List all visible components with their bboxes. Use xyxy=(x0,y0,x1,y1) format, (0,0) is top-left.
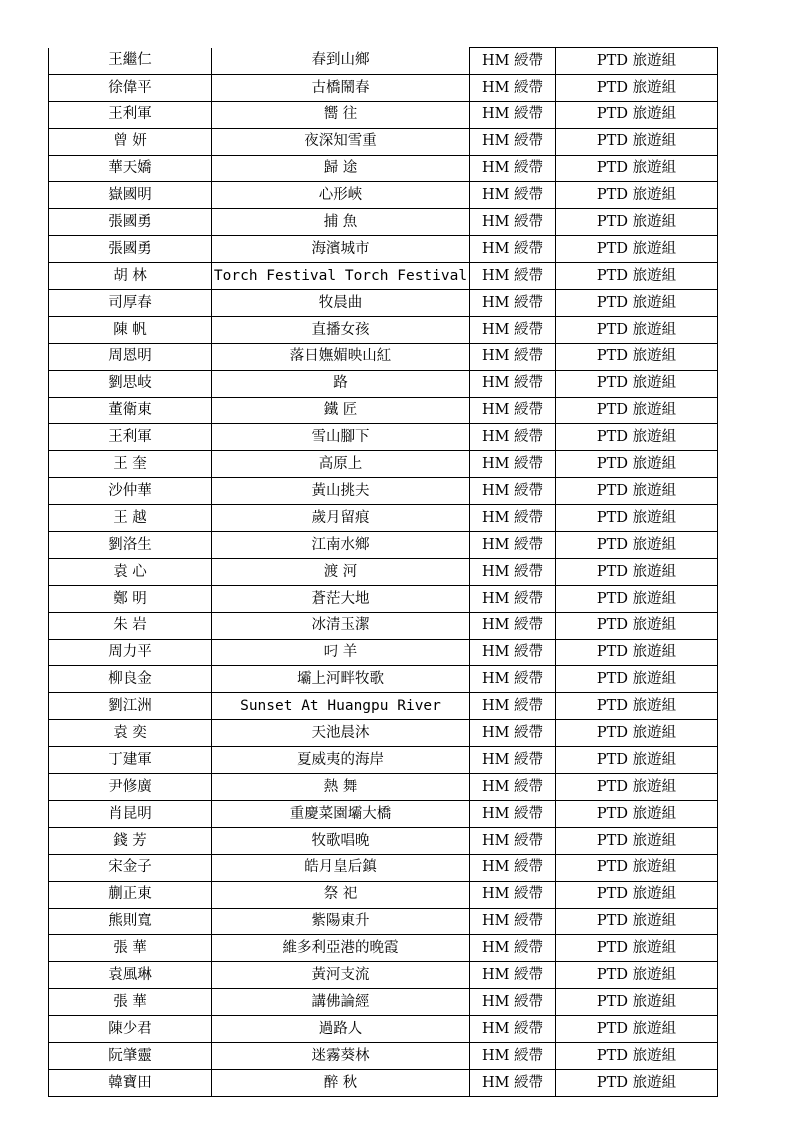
group-cell: PTD 旅遊組 xyxy=(556,827,718,854)
title-cell: 嚮 往 xyxy=(212,101,470,128)
table-row xyxy=(49,424,718,451)
author-cell: 陳少君 xyxy=(49,1016,212,1043)
table-row xyxy=(49,478,718,505)
table-row xyxy=(49,290,718,317)
award-cell: HM 綬帶 xyxy=(470,155,556,182)
table-row xyxy=(49,182,718,209)
award-cell: HM 綬帶 xyxy=(470,585,556,612)
table-row xyxy=(49,558,718,585)
award-cell: HM 綬帶 xyxy=(470,343,556,370)
award-cell: HM 綬帶 xyxy=(470,236,556,263)
award-cell: HM 綬帶 xyxy=(470,908,556,935)
table-row xyxy=(49,236,718,263)
group-cell: PTD 旅遊組 xyxy=(556,881,718,908)
group-cell: PTD 旅遊組 xyxy=(556,505,718,532)
title-cell: 夜深知雪重 xyxy=(212,128,470,155)
table-row xyxy=(49,532,718,559)
award-cell: HM 綬帶 xyxy=(470,532,556,559)
group-cell: PTD 旅遊組 xyxy=(556,774,718,801)
title-cell: 醉 秋 xyxy=(212,1069,470,1096)
table-row xyxy=(49,1069,718,1096)
award-cell: HM 綬帶 xyxy=(470,935,556,962)
table-row xyxy=(49,101,718,128)
group-cell: PTD 旅遊組 xyxy=(556,639,718,666)
group-cell: PTD 旅遊組 xyxy=(556,74,718,101)
award-cell: HM 綬帶 xyxy=(470,101,556,128)
award-cell: HM 綬帶 xyxy=(470,1042,556,1069)
title-cell: 皓月皇后鎮 xyxy=(212,854,470,881)
award-cell: HM 綬帶 xyxy=(470,720,556,747)
author-cell: 王 越 xyxy=(49,505,212,532)
title-cell: 路 xyxy=(212,370,470,397)
table-row xyxy=(49,316,718,343)
author-cell: 劉江洲 xyxy=(49,693,212,720)
author-cell: 鄭 明 xyxy=(49,585,212,612)
table-row xyxy=(49,74,718,101)
group-cell: PTD 旅遊組 xyxy=(556,585,718,612)
table-row xyxy=(49,209,718,236)
table-row xyxy=(49,370,718,397)
author-cell: 胡 林 xyxy=(49,263,212,290)
author-cell: 張國勇 xyxy=(49,209,212,236)
award-cell: HM 綬帶 xyxy=(470,370,556,397)
table-row xyxy=(49,962,718,989)
award-cell: HM 綬帶 xyxy=(470,612,556,639)
title-cell: 重慶菜園壩大橋 xyxy=(212,800,470,827)
award-cell: HM 綬帶 xyxy=(470,290,556,317)
award-cell: HM 綬帶 xyxy=(470,962,556,989)
author-cell: 王利軍 xyxy=(49,101,212,128)
title-cell: 過路人 xyxy=(212,1016,470,1043)
group-cell: PTD 旅遊組 xyxy=(556,854,718,881)
table-row xyxy=(49,155,718,182)
author-cell: 熊則寬 xyxy=(49,908,212,935)
author-cell: 華天嬌 xyxy=(49,155,212,182)
group-cell: PTD 旅遊組 xyxy=(556,720,718,747)
table-row xyxy=(49,612,718,639)
author-cell: 王 奎 xyxy=(49,451,212,478)
table-row xyxy=(49,935,718,962)
group-cell: PTD 旅遊組 xyxy=(556,128,718,155)
group-cell: PTD 旅遊組 xyxy=(556,532,718,559)
title-cell: 維多利亞港的晚霞 xyxy=(212,935,470,962)
table-row xyxy=(49,881,718,908)
table-row xyxy=(49,666,718,693)
group-cell: PTD 旅遊組 xyxy=(556,989,718,1016)
title-cell: 夏威夷的海岸 xyxy=(212,747,470,774)
group-cell: PTD 旅遊組 xyxy=(556,478,718,505)
author-cell: 袁 奕 xyxy=(49,720,212,747)
title-cell: 祭 祀 xyxy=(212,881,470,908)
author-cell: 劉思岐 xyxy=(49,370,212,397)
title-cell: 牧歌唱晚 xyxy=(212,827,470,854)
group-cell: PTD 旅遊組 xyxy=(556,747,718,774)
group-cell: PTD 旅遊組 xyxy=(556,209,718,236)
author-cell: 王利軍 xyxy=(49,424,212,451)
table-row xyxy=(49,720,718,747)
group-cell: PTD 旅遊組 xyxy=(556,908,718,935)
award-cell: HM 綬帶 xyxy=(470,397,556,424)
group-cell: PTD 旅遊組 xyxy=(556,370,718,397)
title-cell: 迷霧葵林 xyxy=(212,1042,470,1069)
title-cell: 黃山挑夫 xyxy=(212,478,470,505)
award-cell: HM 綬帶 xyxy=(470,316,556,343)
table-row xyxy=(49,854,718,881)
title-cell: 直播女孩 xyxy=(212,316,470,343)
table-row xyxy=(49,989,718,1016)
author-cell: 肖昆明 xyxy=(49,800,212,827)
table-row xyxy=(49,128,718,155)
title-cell: 海濱城市 xyxy=(212,236,470,263)
award-cell: HM 綬帶 xyxy=(470,747,556,774)
author-cell: 周力平 xyxy=(49,639,212,666)
award-cell: HM 綬帶 xyxy=(470,209,556,236)
group-cell: PTD 旅遊組 xyxy=(556,343,718,370)
group-cell: PTD 旅遊組 xyxy=(556,316,718,343)
group-cell: PTD 旅遊組 xyxy=(556,48,718,75)
award-cell: HM 綬帶 xyxy=(470,881,556,908)
award-cell: HM 綬帶 xyxy=(470,800,556,827)
table-row xyxy=(49,48,718,75)
title-cell: 江南水鄉 xyxy=(212,532,470,559)
author-cell: 張 華 xyxy=(49,989,212,1016)
group-cell: PTD 旅遊組 xyxy=(556,800,718,827)
author-cell: 袁風琳 xyxy=(49,962,212,989)
group-cell: PTD 旅遊組 xyxy=(556,666,718,693)
awards-table xyxy=(48,47,718,1097)
awards-table-body xyxy=(49,48,718,1097)
author-cell: 司厚春 xyxy=(49,290,212,317)
award-cell: HM 綬帶 xyxy=(470,854,556,881)
table-row xyxy=(49,1016,718,1043)
title-cell: 雪山腳下 xyxy=(212,424,470,451)
author-cell: 錢 芳 xyxy=(49,827,212,854)
title-cell: 高原上 xyxy=(212,451,470,478)
group-cell: PTD 旅遊組 xyxy=(556,451,718,478)
table-row xyxy=(49,908,718,935)
award-cell: HM 綬帶 xyxy=(470,558,556,585)
group-cell: PTD 旅遊組 xyxy=(556,236,718,263)
title-cell: 壩上河畔牧歌 xyxy=(212,666,470,693)
author-cell: 周恩明 xyxy=(49,343,212,370)
award-cell: HM 綬帶 xyxy=(470,774,556,801)
group-cell: PTD 旅遊組 xyxy=(556,397,718,424)
title-cell: 歲月留痕 xyxy=(212,505,470,532)
group-cell: PTD 旅遊組 xyxy=(556,290,718,317)
group-cell: PTD 旅遊組 xyxy=(556,1042,718,1069)
award-cell: HM 綬帶 xyxy=(470,48,556,75)
award-cell: HM 綬帶 xyxy=(470,666,556,693)
award-cell: HM 綬帶 xyxy=(470,1069,556,1096)
title-cell: 春到山鄉 xyxy=(212,48,470,75)
award-cell: HM 綬帶 xyxy=(470,478,556,505)
table-row xyxy=(49,1042,718,1069)
award-cell: HM 綬帶 xyxy=(470,505,556,532)
title-cell: 天池晨沐 xyxy=(212,720,470,747)
author-cell: 朱 岩 xyxy=(49,612,212,639)
group-cell: PTD 旅遊組 xyxy=(556,962,718,989)
author-cell: 曾 妍 xyxy=(49,128,212,155)
author-cell: 韓寶田 xyxy=(49,1069,212,1096)
title-cell: 鐵 匠 xyxy=(212,397,470,424)
author-cell: 董衛東 xyxy=(49,397,212,424)
group-cell: PTD 旅遊組 xyxy=(556,101,718,128)
group-cell: PTD 旅遊組 xyxy=(556,693,718,720)
award-cell: HM 綬帶 xyxy=(470,693,556,720)
group-cell: PTD 旅遊組 xyxy=(556,424,718,451)
group-cell: PTD 旅遊組 xyxy=(556,935,718,962)
title-cell: 牧晨曲 xyxy=(212,290,470,317)
title-cell: 渡 河 xyxy=(212,558,470,585)
title-cell: 紫陽東升 xyxy=(212,908,470,935)
title-cell: 講佛論經 xyxy=(212,989,470,1016)
title-cell: 落日嫵媚映山紅 xyxy=(212,343,470,370)
award-cell: HM 綬帶 xyxy=(470,182,556,209)
author-cell: 袁 心 xyxy=(49,558,212,585)
author-cell: 阮肇靈 xyxy=(49,1042,212,1069)
author-cell: 陳 帆 xyxy=(49,316,212,343)
group-cell: PTD 旅遊組 xyxy=(556,1069,718,1096)
author-cell: 尹修廣 xyxy=(49,774,212,801)
award-cell: HM 綬帶 xyxy=(470,989,556,1016)
table-row xyxy=(49,774,718,801)
title-cell: 捕 魚 xyxy=(212,209,470,236)
title-cell: Sunset At Huangpu River xyxy=(212,693,470,720)
award-cell: HM 綬帶 xyxy=(470,451,556,478)
title-cell: 心形峽 xyxy=(212,182,470,209)
table-row xyxy=(49,827,718,854)
author-cell: 沙仲華 xyxy=(49,478,212,505)
author-cell: 劉洛生 xyxy=(49,532,212,559)
title-cell: 熱 舞 xyxy=(212,774,470,801)
author-cell: 丁建軍 xyxy=(49,747,212,774)
table-row xyxy=(49,747,718,774)
author-cell: 宋金子 xyxy=(49,854,212,881)
award-cell: HM 綬帶 xyxy=(470,263,556,290)
title-cell: 蒼茫大地 xyxy=(212,585,470,612)
author-cell: 嶽國明 xyxy=(49,182,212,209)
title-cell: 冰清玉潔 xyxy=(212,612,470,639)
author-cell: 張國勇 xyxy=(49,236,212,263)
award-cell: HM 綬帶 xyxy=(470,1016,556,1043)
title-cell: 歸 途 xyxy=(212,155,470,182)
title-cell: 黃河支流 xyxy=(212,962,470,989)
author-cell: 蒯正東 xyxy=(49,881,212,908)
award-cell: HM 綬帶 xyxy=(470,128,556,155)
author-cell: 柳良金 xyxy=(49,666,212,693)
group-cell: PTD 旅遊組 xyxy=(556,1016,718,1043)
table-row xyxy=(49,505,718,532)
award-cell: HM 綬帶 xyxy=(470,827,556,854)
group-cell: PTD 旅遊組 xyxy=(556,558,718,585)
author-cell: 王繼仁 xyxy=(49,48,212,75)
group-cell: PTD 旅遊組 xyxy=(556,263,718,290)
author-cell: 張 華 xyxy=(49,935,212,962)
award-cell: HM 綬帶 xyxy=(470,74,556,101)
title-cell: 古橋鬧春 xyxy=(212,74,470,101)
group-cell: PTD 旅遊組 xyxy=(556,182,718,209)
table-row xyxy=(49,397,718,424)
table-row xyxy=(49,639,718,666)
title-cell: 叼 羊 xyxy=(212,639,470,666)
award-cell: HM 綬帶 xyxy=(470,639,556,666)
group-cell: PTD 旅遊組 xyxy=(556,155,718,182)
table-row xyxy=(49,343,718,370)
table-row xyxy=(49,693,718,720)
table-row xyxy=(49,263,718,290)
award-cell: HM 綬帶 xyxy=(470,424,556,451)
table-row xyxy=(49,800,718,827)
title-cell: Torch Festival Torch Festival xyxy=(212,263,470,290)
group-cell: PTD 旅遊組 xyxy=(556,612,718,639)
table-row xyxy=(49,585,718,612)
author-cell: 徐偉平 xyxy=(49,74,212,101)
table-row xyxy=(49,451,718,478)
